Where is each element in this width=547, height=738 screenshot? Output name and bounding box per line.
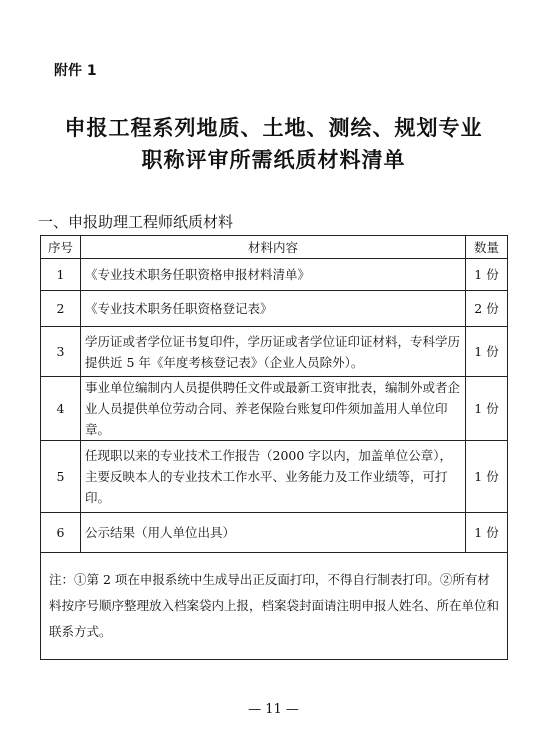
row-number: 2 xyxy=(41,291,81,327)
row-quantity: 1 份 xyxy=(466,513,508,553)
header-material-content: 材料内容 xyxy=(81,236,466,259)
row-content: 任现职以来的专业技术工作报告（2000 字以内，加盖单位公章），主要反映本人的专业技术工作水平、业务能力及工作业绩等，可打印。 xyxy=(81,441,466,513)
row-number: 1 xyxy=(41,259,81,291)
row-content: 《专业技术职务任职资格申报材料清单》 xyxy=(81,259,466,291)
document-title-line-1: 申报工程系列地质、土地、测绘、规划专业 xyxy=(64,115,483,140)
row-content: 公示结果（用人单位出具） xyxy=(81,513,466,553)
row-number: 4 xyxy=(41,377,81,441)
table-row xyxy=(41,259,508,291)
table-note-row xyxy=(41,553,508,660)
header-serial-number: 序号 xyxy=(41,236,81,259)
row-number: 6 xyxy=(41,513,81,553)
row-number: 3 xyxy=(41,327,81,377)
header-quantity: 数量 xyxy=(466,236,508,259)
table-row xyxy=(41,327,508,377)
row-content: 事业单位编制内人员提供聘任文件或最新工资审批表，编制外或者企业人员提供单位劳动合同、养老保险台账复印件须加盖用人单位印章。 xyxy=(81,377,466,441)
row-quantity: 2 份 xyxy=(466,291,508,327)
row-content: 学历证或者学位证书复印件，学历证或者学位证印证材料，专科学历提供近 5 年《年度考核登记表》（企业人员除外）。 xyxy=(81,327,466,377)
table-note: 注：①第 2 项在申报系统中生成导出正反面打印，不得自行制表打印。②所有材料按序号顺序整理放入档案袋内上报，档案袋封面请注明申报人姓名、所在单位和联系方式。 xyxy=(41,553,508,660)
table-row xyxy=(41,291,508,327)
row-content: 《专业技术职务任职资格登记表》 xyxy=(81,291,466,327)
section-heading: 一、申报助理工程师纸质材料 xyxy=(38,213,234,231)
materials-table xyxy=(40,235,508,660)
row-quantity: 1 份 xyxy=(466,441,508,513)
table-row xyxy=(41,513,508,553)
page-number: — 11 — xyxy=(248,702,299,717)
table-row xyxy=(41,377,508,441)
document-title-line-2: 职称评审所需纸质材料清单 xyxy=(141,147,406,172)
row-quantity: 1 份 xyxy=(466,259,508,291)
table-header-row xyxy=(41,236,508,259)
row-number: 5 xyxy=(41,441,81,513)
row-quantity: 1 份 xyxy=(466,377,508,441)
attachment-label: 附件 1 xyxy=(54,63,97,79)
table-row xyxy=(41,441,508,513)
row-quantity: 1 份 xyxy=(466,327,508,377)
